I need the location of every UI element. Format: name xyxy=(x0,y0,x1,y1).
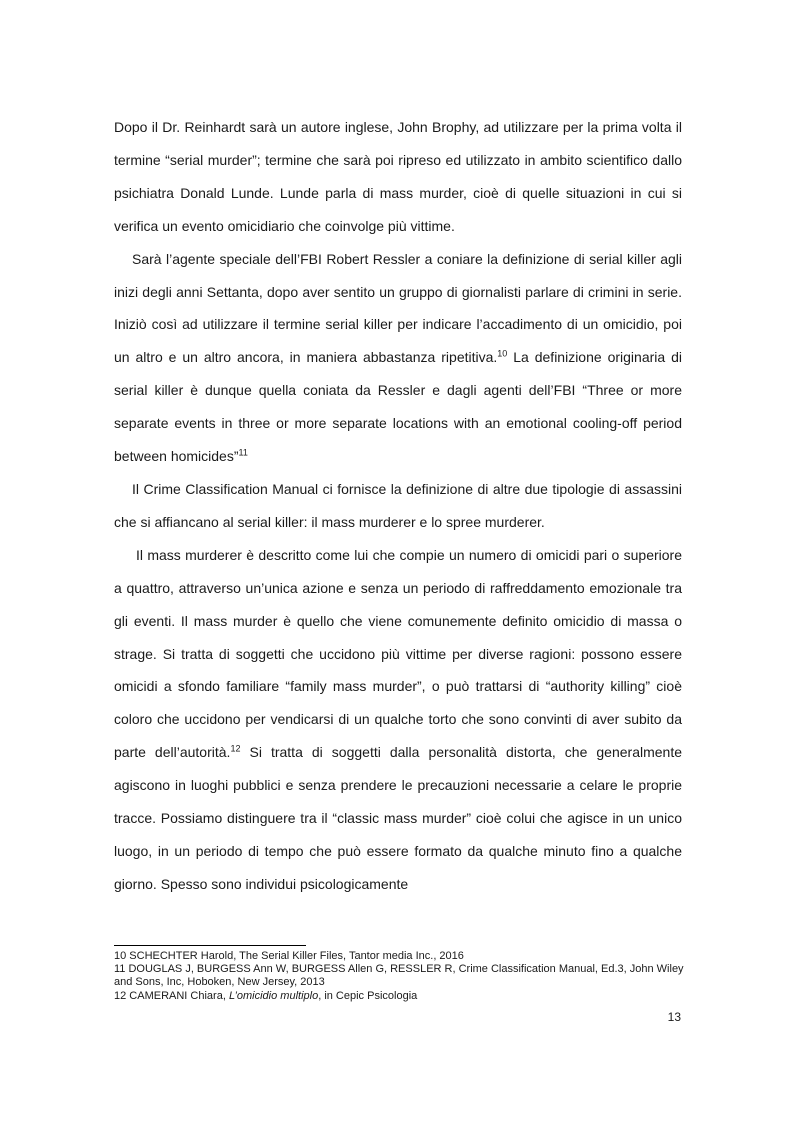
footnote-11: 11 DOUGLAS J, BURGESS Ann W, BURGESS Allen G, RESSLER R, Crime Classification Manual, Ed.3, John Wiley and Sons, Inc, Hoboken, New Jersey, 2013 xyxy=(114,963,684,989)
paragraph-mass-murderer xyxy=(114,539,682,901)
paragraph-ressler-part2: La definizione originaria di serial killer è dunque quella coniata da Ressler e dagli agenti dell’FBI “Three or more separate events in three or more separate locations with an emotional cooling-off period between homicides” xyxy=(114,349,682,465)
paragraph-ressler-part1: Sarà l’agente speciale dell’FBI Robert Ressler a coniare la definizione di serial killer agli inizi degli anni Settanta, dopo aver sentito un gruppo di giornalisti parlare di crimini in serie. Iniziò così ad utilizzare il termine serial killer per indicare l’accadimento di un omicidio, poi un altro e un altro ancora, in maniera abbastanza ripetitiva. xyxy=(114,250,682,366)
paragraph-ressler xyxy=(114,243,682,473)
footnote-12 xyxy=(114,990,689,1003)
footnote-ref-11: 11 xyxy=(238,447,248,458)
footnote-ref-12: 12 xyxy=(230,743,241,754)
footnote-separator xyxy=(114,945,306,946)
footnote-ref-10: 10 xyxy=(497,348,508,359)
paragraph-crime-manual: Il Crime Classification Manual ci fornisce la definizione di altre due tipologie di assassini che si affiancano al serial killer: il mass murderer e lo spree murderer. xyxy=(114,480,682,530)
paragraph-mass-murderer-part1: Il mass murderer è descritto come lui che compie un numero di omicidi pari o superiore a quattro, attraverso un’unica azione e senza un periodo di raffreddamento emozionale tra gli eventi. Il mass murder è quello che viene comunemente definito omicidio di massa o strage. Si tratta di soggetti che uccidono più vittime per diverse ragioni: possono essere omicidi a sfondo familiare “family mass murder”, o può trattarsi di “authority killing” cioè coloro che uccidono per vendicarsi di un qualche torto che sono convinti di aver subito da parte dell’autorità. xyxy=(114,546,682,761)
paragraph-brophy: Dopo il Dr. Reinhardt sarà un autore inglese, John Brophy, ad utilizzare per la prima volta il termine “serial murder”; termine che sarà poi ripreso ed utilizzato in ambito scientifico dallo psichiatra Donald Lunde. Lunde parla di mass murder, cioè di quelle situazioni in cui si verifica un evento omicidiario che coinvolge più vittime. xyxy=(114,119,682,234)
footnote-12-title: L’omicidio multiplo xyxy=(228,989,319,1002)
paragraph-mass-murderer-part2: Si tratta di soggetti dalla personalità distorta, che generalmente agiscono in luoghi pubblici e senza prendere le precauzioni necessarie a celare le proprie tracce. Possiamo distinguere tra il “classic mass murder” cioè colui che agisce in un unico luogo, in un periodo di tempo che può essere formato da qualche minuto fino a qualche giorno. Spesso sono individui psicologicamente xyxy=(114,744,683,892)
body-text xyxy=(114,111,682,901)
footnote-12-prefix: 12 CAMERANI Chiara, xyxy=(114,989,229,1002)
page-number: 13 xyxy=(667,1010,681,1024)
footnote-12-suffix: , in Cepic Psicologia xyxy=(318,989,418,1002)
footnote-10: 10 SCHECHTER Harold, The Serial Killer Files, Tantor media Inc., 2016 xyxy=(114,950,464,962)
footnotes xyxy=(114,950,689,1003)
